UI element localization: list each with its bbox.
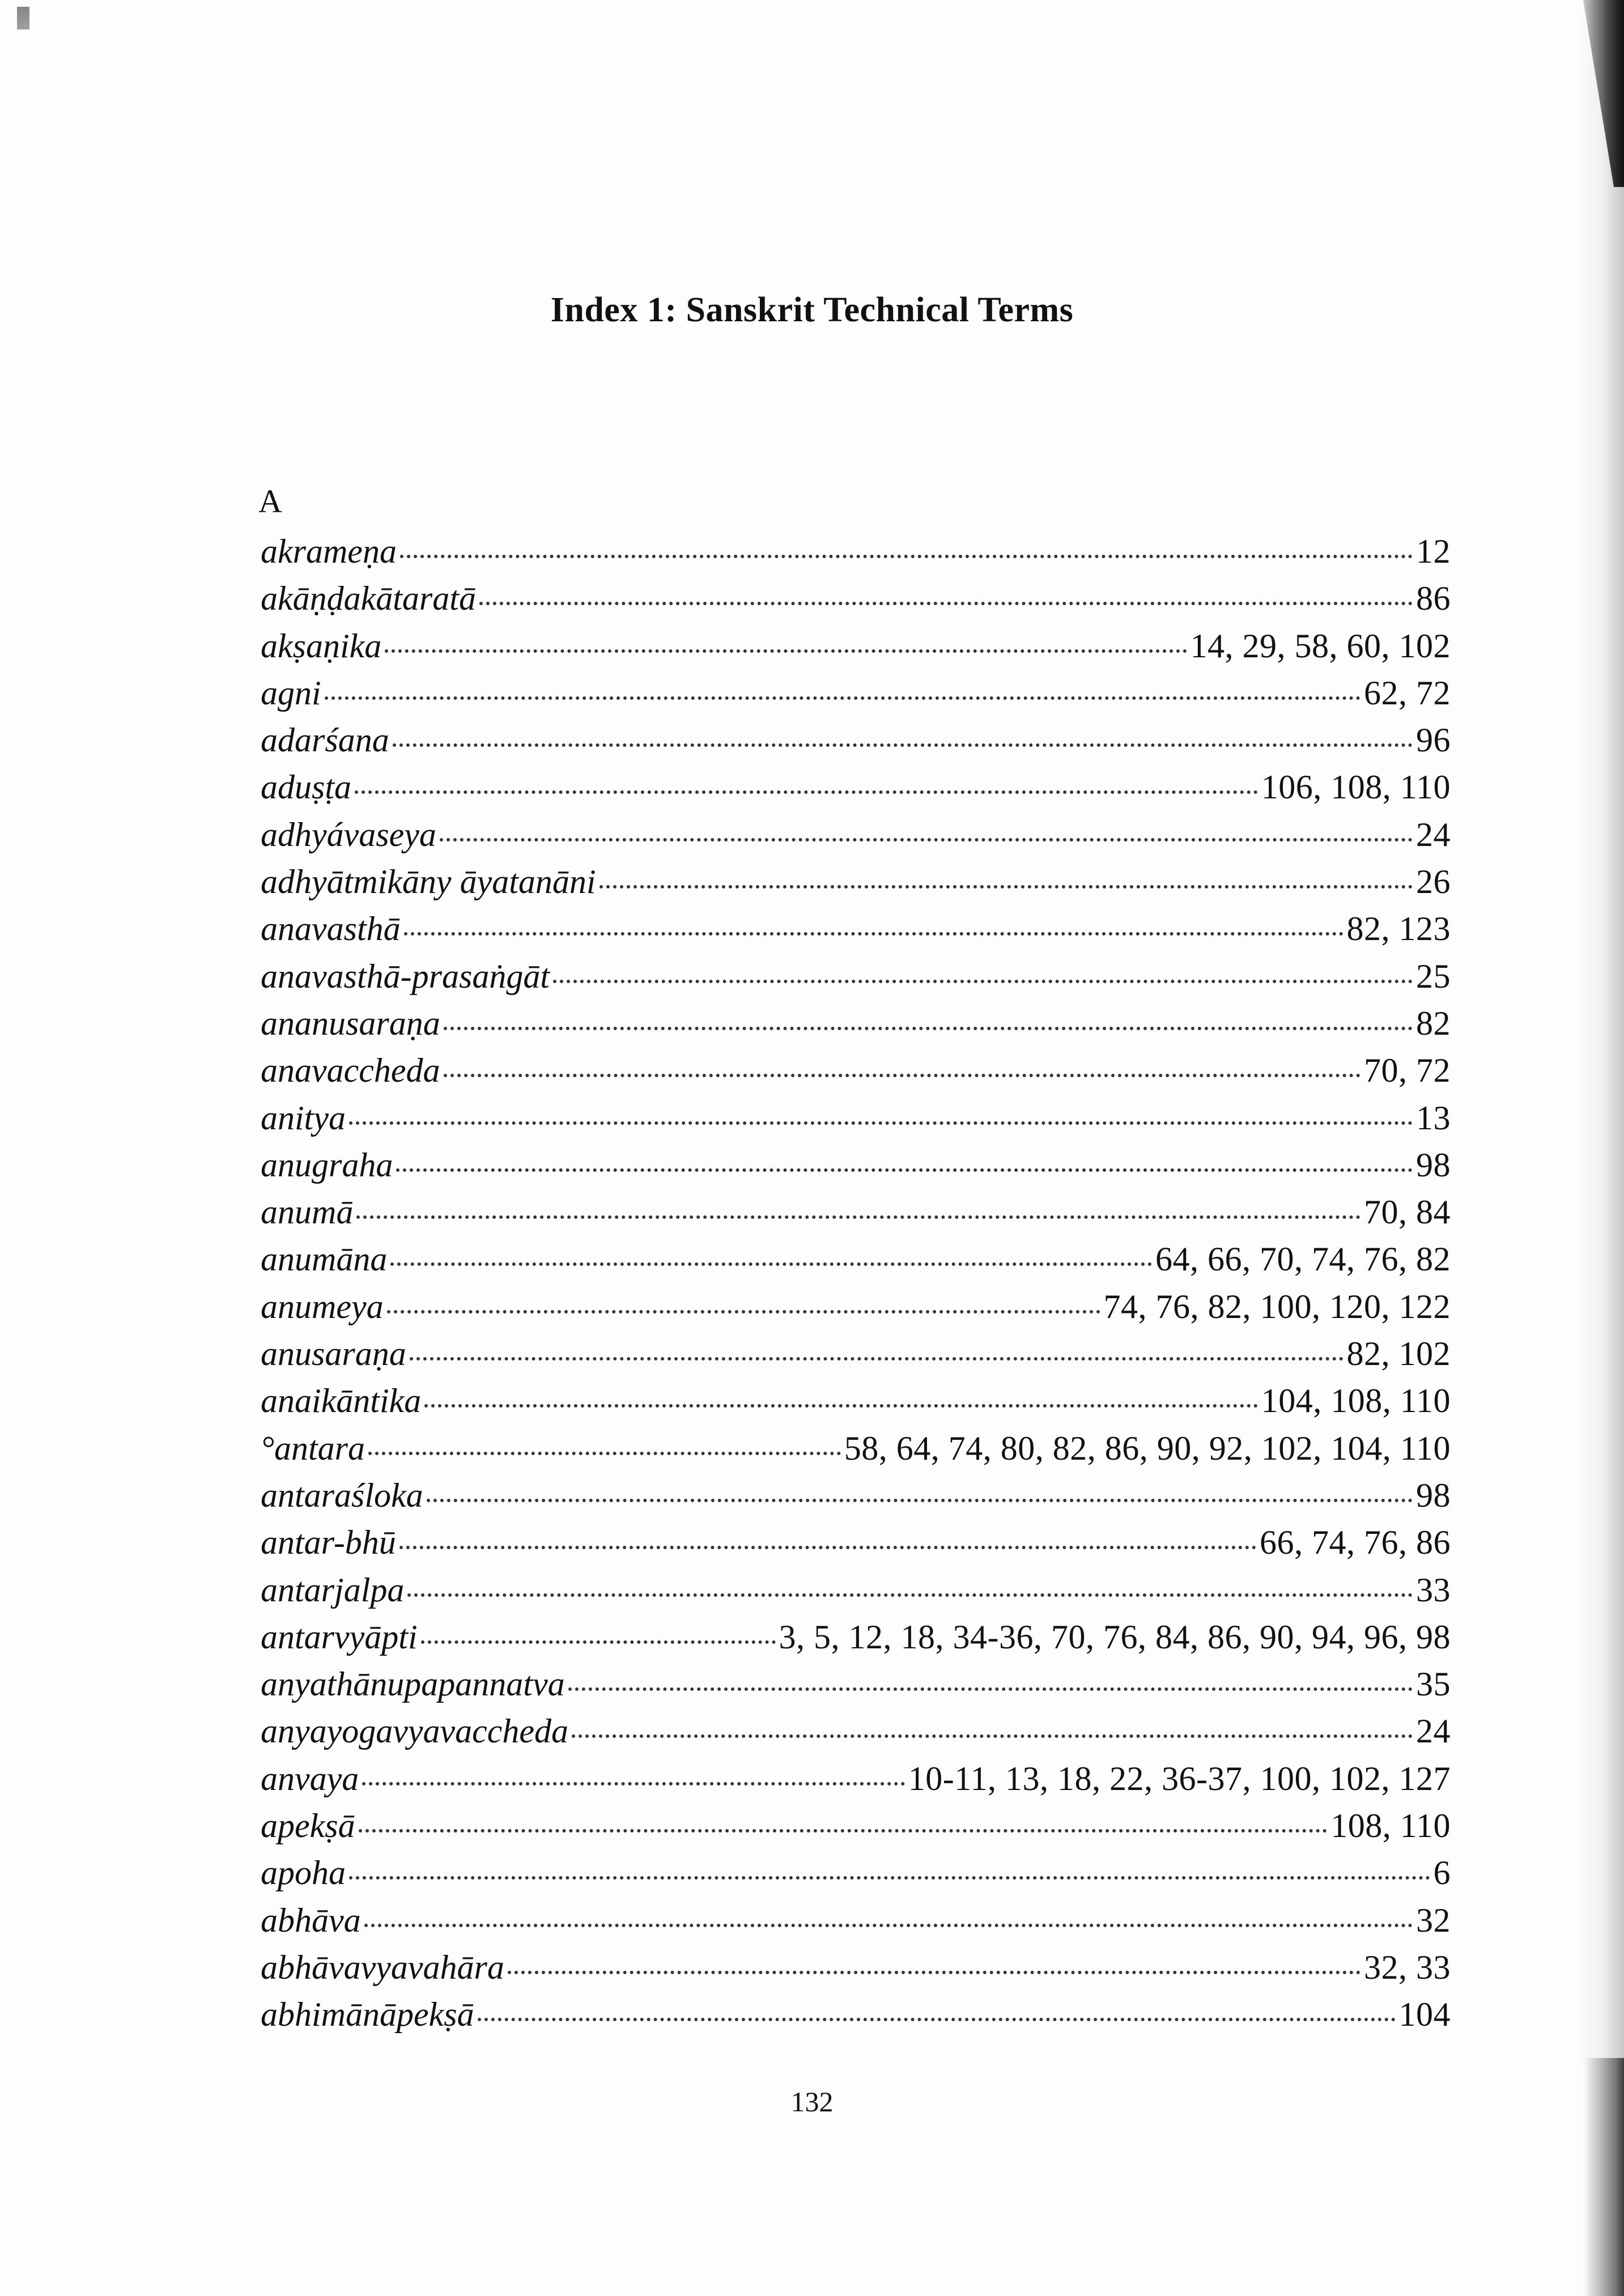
index-entry <box>261 1991 1451 2038</box>
index-entry <box>261 528 1451 575</box>
page-title: Index 1: Sanskrit Technical Terms <box>550 291 1074 329</box>
dot-leader <box>444 1073 1361 1077</box>
dot-leader <box>424 1404 1257 1408</box>
index-page-references: 6 <box>1433 1854 1451 1892</box>
index-term: anavasthā <box>261 910 401 948</box>
index-entry <box>261 953 1451 1000</box>
index-page-references: 70, 72 <box>1364 1052 1451 1090</box>
index-entry <box>261 1944 1451 1991</box>
index-term: akrameṇa <box>261 533 397 570</box>
index-term: °antara <box>261 1429 365 1467</box>
scan-artifact-mark <box>17 7 29 29</box>
index-term: abhimānāpekṣā <box>261 1996 474 2034</box>
index-page-references: 82, 102 <box>1346 1335 1451 1373</box>
index-term: anvaya <box>261 1759 359 1797</box>
index-term: adhyávaseya <box>261 815 436 853</box>
index-entry <box>261 1567 1451 1614</box>
index-page-references: 82, 123 <box>1346 910 1451 948</box>
dot-leader <box>440 837 1413 841</box>
index-page-references: 32, 33 <box>1364 1948 1451 1986</box>
index-page-references: 96 <box>1416 721 1451 759</box>
index-entry <box>261 764 1451 811</box>
dot-leader <box>478 2017 1396 2021</box>
scan-shadow-edge <box>1579 0 1624 2296</box>
index-page-references: 86 <box>1416 580 1451 618</box>
index-term: antar-bhū <box>261 1524 396 1562</box>
index-page-references: 104 <box>1398 1996 1451 2034</box>
index-page-references: 32 <box>1416 1901 1451 1939</box>
dot-leader <box>387 1309 1100 1313</box>
index-entry <box>261 1095 1451 1142</box>
index-page-references: 25 <box>1416 957 1451 995</box>
index-page-references: 58, 64, 74, 80, 82, 86, 90, 92, 102, 104, 110 <box>844 1429 1451 1467</box>
index-page-references: 64, 66, 70, 74, 76, 82 <box>1155 1240 1451 1278</box>
dot-leader <box>572 1734 1413 1738</box>
dot-leader <box>390 1262 1152 1266</box>
dot-leader <box>553 979 1413 983</box>
dot-leader <box>404 932 1344 936</box>
index-page-references: 3, 5, 12, 18, 34-36, 70, 76, 84, 86, 90, 94, 96, 98 <box>779 1618 1451 1656</box>
index-page-references: 70, 84 <box>1364 1193 1451 1231</box>
index-entry <box>261 811 1451 858</box>
index-page-references: 98 <box>1416 1476 1451 1514</box>
index-term: apoha <box>261 1854 346 1892</box>
index-entry <box>261 1614 1451 1661</box>
index-term: adarśana <box>261 721 389 759</box>
index-term: antarvyāpti <box>261 1618 418 1656</box>
index-term: anyathānupapannatva <box>261 1665 565 1703</box>
index-entry <box>261 670 1451 717</box>
dot-leader <box>444 1026 1413 1030</box>
dot-leader <box>396 1168 1413 1172</box>
index-term: anumā <box>261 1193 354 1231</box>
index-entry <box>261 1519 1451 1566</box>
index-entry <box>261 1377 1451 1425</box>
dot-leader <box>421 1640 776 1644</box>
dot-leader <box>349 1876 1430 1880</box>
page-number: 132 <box>790 2086 834 2118</box>
index-entry <box>261 905 1451 953</box>
index-term: anusaraṇa <box>261 1335 406 1373</box>
index-page-references: 104, 108, 110 <box>1261 1382 1451 1420</box>
dot-leader <box>393 743 1413 747</box>
index-term: anavaccheda <box>261 1052 440 1090</box>
index-entry <box>261 1330 1451 1377</box>
dot-leader <box>359 1829 1328 1832</box>
index-page-references: 33 <box>1416 1571 1451 1609</box>
index-entry <box>261 575 1451 622</box>
index-entry <box>261 1425 1451 1472</box>
index-page-references: 13 <box>1416 1099 1451 1137</box>
dot-leader <box>600 885 1413 888</box>
dot-leader <box>407 1593 1413 1597</box>
index-entry <box>261 858 1451 905</box>
index-page-references: 14, 29, 58, 60, 102 <box>1190 627 1451 665</box>
index-page-references: 74, 76, 82, 100, 120, 122 <box>1103 1287 1451 1325</box>
index-term: anaikāntika <box>261 1382 422 1420</box>
index-page-references: 62, 72 <box>1364 674 1451 712</box>
dot-leader <box>410 1357 1344 1360</box>
index-term: akāṇḍakātaratā <box>261 580 476 618</box>
index-page-references: 106, 108, 110 <box>1261 768 1451 806</box>
dot-leader <box>368 1451 841 1455</box>
index-entry <box>261 1047 1451 1094</box>
index-entry-list <box>261 528 1451 2039</box>
dot-leader <box>355 790 1258 794</box>
index-term: anumāna <box>261 1240 388 1278</box>
index-term: akṣaṇika <box>261 627 382 665</box>
index-term: anugraha <box>261 1146 393 1184</box>
dot-leader <box>385 649 1187 653</box>
section-letter: A <box>258 483 282 520</box>
index-entry <box>261 1849 1451 1897</box>
index-entry <box>261 1755 1451 1802</box>
dot-leader <box>508 1970 1361 1974</box>
index-page-references: 12 <box>1416 533 1451 570</box>
dot-leader <box>399 1545 1256 1549</box>
index-term: antarjalpa <box>261 1571 405 1609</box>
index-entry <box>261 1802 1451 1849</box>
index-term: ananusaraṇa <box>261 1004 440 1042</box>
index-page-references: 82 <box>1416 1004 1451 1042</box>
index-page-references: 24 <box>1416 815 1451 853</box>
dot-leader <box>349 1121 1413 1125</box>
index-page-references: 10-11, 13, 18, 22, 36-37, 100, 102, 127 <box>908 1759 1451 1797</box>
index-entry <box>261 1142 1451 1189</box>
index-term: adhyātmikāny āyatanāni <box>261 863 596 901</box>
index-term: aduṣṭa <box>261 768 352 806</box>
dot-leader <box>479 601 1413 605</box>
index-entry <box>261 1236 1451 1283</box>
index-page-references: 108, 110 <box>1330 1807 1451 1845</box>
index-term: antaraśloka <box>261 1476 423 1514</box>
index-entry <box>261 1708 1451 1755</box>
index-page-references: 98 <box>1416 1146 1451 1184</box>
index-page-references: 66, 74, 76, 86 <box>1260 1524 1451 1562</box>
index-term: anitya <box>261 1099 346 1137</box>
index-term: anavasthā-prasaṅgāt <box>261 957 550 995</box>
dot-leader <box>568 1687 1413 1691</box>
index-entry <box>261 717 1451 764</box>
index-term: abhāva <box>261 1901 361 1939</box>
dot-leader <box>364 1923 1413 1927</box>
dot-leader <box>325 696 1361 700</box>
index-term: anumeya <box>261 1287 384 1325</box>
index-term: anyayogavyavaccheda <box>261 1712 569 1750</box>
index-term: agni <box>261 674 321 712</box>
index-term: abhāvavyavahāra <box>261 1948 504 1986</box>
index-entry <box>261 1189 1451 1236</box>
dot-leader <box>400 554 1413 558</box>
index-entry <box>261 1472 1451 1519</box>
index-page-references: 26 <box>1416 863 1451 901</box>
index-entry <box>261 1661 1451 1708</box>
dot-leader <box>356 1215 1361 1219</box>
index-entry <box>261 1897 1451 1944</box>
dot-leader <box>362 1781 905 1785</box>
dot-leader <box>427 1498 1413 1502</box>
index-entry <box>261 1000 1451 1047</box>
index-page-references: 35 <box>1416 1665 1451 1703</box>
index-entry <box>261 623 1451 670</box>
index-page-references: 24 <box>1416 1712 1451 1750</box>
index-term: apekṣā <box>261 1807 355 1845</box>
index-entry <box>261 1283 1451 1330</box>
